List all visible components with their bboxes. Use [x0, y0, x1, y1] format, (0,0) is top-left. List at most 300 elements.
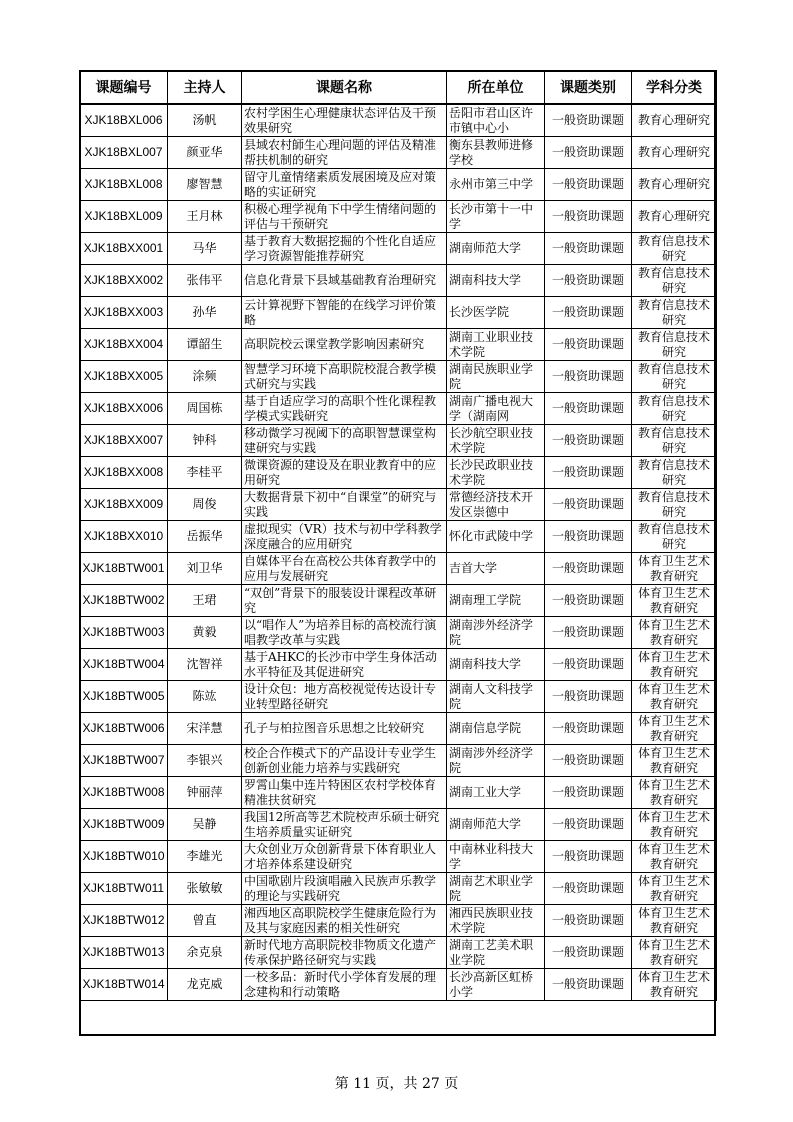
unit-name: 湖南科技大学: [449, 273, 522, 287]
table-row: [80, 937, 717, 969]
unit-name: 常德经济技术开发区崇德中: [449, 489, 534, 519]
subject-field-cell: [632, 777, 717, 809]
project-title-cell: [242, 521, 447, 553]
subject-field-cell: [632, 137, 717, 169]
subject-field-cell: [632, 809, 717, 841]
unit-name-cell: [447, 713, 545, 745]
table-row: [80, 233, 717, 265]
project-type: 一般资助课题: [551, 465, 624, 479]
project-type-cell: [545, 329, 632, 361]
subject-field-cell: [632, 297, 717, 329]
project-title: 农村学困生心理健康状态评估及干预效果研究: [244, 105, 437, 135]
subject-field: 体育卫生艺术教育研究: [637, 713, 710, 743]
project-type-cell: [545, 265, 632, 297]
unit-name-cell: [447, 553, 545, 585]
project-title-cell: [242, 713, 447, 745]
subject-field: 教育信息技术研究: [637, 361, 710, 391]
table-row: [80, 617, 717, 649]
project-title: 留守儿童情绪素质发展困境及应对策略的实证研究: [244, 169, 437, 199]
project-code: XJK18BXL009: [84, 209, 163, 223]
subject-field-cell: [632, 265, 717, 297]
host-name-cell: [168, 457, 242, 489]
unit-name: 长沙民政职业技术学院: [449, 457, 534, 487]
project-type-cell: [545, 361, 632, 393]
project-code-cell: [80, 521, 168, 553]
project-type: 一般资助课题: [551, 753, 624, 767]
subject-field-cell: [632, 521, 717, 553]
project-type-cell: [545, 713, 632, 745]
project-code: XJK18BTW009: [82, 817, 165, 831]
table-row: [80, 201, 717, 233]
project-title-cell: [242, 617, 447, 649]
subject-field: 教育信息技术研究: [637, 425, 710, 455]
subject-field: 体育卫生艺术教育研究: [637, 777, 710, 807]
project-title-cell: [242, 457, 447, 489]
host-name-cell: [168, 841, 242, 873]
table-row: [80, 393, 717, 425]
project-title: 高职院校云课堂教学影响因素研究: [244, 337, 425, 351]
project-title: 孔子与柏拉图音乐思想之比较研究: [244, 721, 425, 735]
table-row: [80, 489, 717, 521]
project-code-cell: [80, 841, 168, 873]
unit-name-cell: [447, 937, 545, 969]
host-name: 王月林: [186, 209, 223, 223]
table-row: [80, 137, 717, 169]
host-name: 李雄光: [186, 849, 223, 863]
host-name-cell: [168, 297, 242, 329]
host-name-cell: [168, 713, 242, 745]
subject-field-cell: [632, 233, 717, 265]
project-code: XJK18BXX005: [83, 369, 164, 383]
project-title: 中国歌剧片段演唱融入民族声乐教学的理论与实践研究: [244, 873, 437, 903]
project-title: 新时代地方高职院校非物质文化遗产传承保护路径研究与实践: [244, 937, 437, 967]
unit-name-cell: [447, 233, 545, 265]
unit-name-cell: [447, 777, 545, 809]
subject-field: 教育信息技术研究: [637, 233, 710, 263]
project-title-cell: [242, 297, 447, 329]
host-name-cell: [168, 137, 242, 169]
project-type-cell: [545, 745, 632, 777]
subject-field: 教育信息技术研究: [637, 265, 710, 295]
project-title-cell: [242, 265, 447, 297]
project-code: XJK18BXX003: [83, 305, 164, 319]
project-type-cell: [545, 617, 632, 649]
host-name: 王珺: [192, 593, 217, 607]
project-type: 一般资助课题: [551, 721, 624, 735]
subject-field: 体育卫生艺术教育研究: [637, 745, 710, 775]
unit-name: 长沙高新区虹桥小学: [449, 969, 534, 999]
unit-name: 衡东县教师进修学校: [449, 137, 534, 167]
unit-name: 湖南民族职业学院: [449, 361, 534, 391]
host-name-cell: [168, 905, 242, 937]
project-code-cell: [80, 169, 168, 201]
host-name: 张敏敏: [186, 881, 223, 895]
project-title: 智慧学习环境下高职院校混合教学模式研究与实践: [244, 361, 437, 391]
host-name-cell: [168, 329, 242, 361]
project-type: 一般资助课题: [551, 657, 624, 671]
project-code: XJK18BTW012: [82, 913, 165, 927]
unit-name: 湖南涉外经济学院: [449, 745, 534, 775]
unit-name: 长沙市第十一中学: [449, 201, 534, 231]
project-title: 移动微学习视阈下的高职智慧课堂构建研究与实践: [244, 425, 437, 455]
project-type-cell: [545, 233, 632, 265]
unit-name-cell: [447, 425, 545, 457]
project-title-cell: [242, 745, 447, 777]
project-code: XJK18BXX002: [83, 273, 164, 287]
project-code-cell: [80, 137, 168, 169]
project-code-cell: [80, 905, 168, 937]
project-code-cell: [80, 777, 168, 809]
unit-name: 长沙医学院: [449, 305, 510, 319]
project-type: 一般资助课题: [551, 305, 624, 319]
project-title: 罗霄山集中连片特困区农村学校体育精准扶贫研究: [244, 777, 437, 807]
unit-name-cell: [447, 201, 545, 233]
project-type: 一般资助课题: [551, 497, 624, 511]
project-title: 基于教育大数据挖掘的个性化自适应学习资源智能推荐研究: [244, 233, 437, 263]
project-title-cell: [242, 777, 447, 809]
project-code: XJK18BXX006: [83, 401, 164, 415]
project-code-cell: [80, 745, 168, 777]
unit-name: 怀化市武陵中学: [449, 529, 534, 543]
project-code-cell: [80, 553, 168, 585]
subject-field-cell: [632, 457, 717, 489]
project-title-cell: [242, 329, 447, 361]
project-title: 县域农村師生心理问题的评估及精准帮扶机制的研究: [244, 137, 437, 167]
host-name: 孙华: [192, 305, 217, 319]
project-type-cell: [545, 873, 632, 905]
host-name: 涂频: [192, 369, 217, 383]
host-name-cell: [168, 649, 242, 681]
project-type: 一般资助课题: [551, 529, 624, 543]
project-type-cell: [545, 809, 632, 841]
host-name-cell: [168, 361, 242, 393]
header-type: 课题类别: [545, 71, 632, 105]
project-type-cell: [545, 489, 632, 521]
header-field: 学科分类: [632, 71, 717, 105]
unit-name-cell: [447, 969, 545, 1001]
project-code: XJK18BTW011: [82, 881, 165, 895]
project-code-cell: [80, 457, 168, 489]
subject-field: 体育卫生艺术教育研究: [637, 681, 710, 711]
host-name: 谭韶生: [186, 337, 223, 351]
project-code: XJK18BTW008: [82, 785, 165, 799]
project-title: “双创”背景下的服装设计课程改革研究: [244, 585, 437, 615]
project-type: 一般资助课题: [551, 593, 624, 607]
unit-name-cell: [447, 457, 545, 489]
project-title-cell: [242, 841, 447, 873]
subject-field-cell: [632, 489, 717, 521]
project-title-cell: [242, 585, 447, 617]
unit-name-cell: [447, 169, 545, 201]
host-name-cell: [168, 585, 242, 617]
project-type: 一般资助课题: [551, 881, 624, 895]
project-type-cell: [545, 841, 632, 873]
table-row: [80, 361, 717, 393]
project-title: 虚拟现实（VR）技术与初中学科教学深度融合的应用研究: [244, 521, 442, 551]
project-code: XJK18BXX001: [83, 241, 164, 255]
project-title-cell: [242, 809, 447, 841]
project-type: 一般资助课题: [551, 241, 624, 255]
table-row: [80, 681, 717, 713]
project-type-cell: [545, 649, 632, 681]
table-row: [80, 297, 717, 329]
host-name-cell: [168, 809, 242, 841]
project-type: 一般资助课题: [551, 849, 624, 863]
host-name: 余克泉: [186, 945, 223, 959]
unit-name: 湖南工业职业技术学院: [449, 329, 534, 359]
unit-name: 湖南师范大学: [449, 817, 522, 831]
host-name: 吴静: [192, 817, 217, 831]
unit-name-cell: [447, 297, 545, 329]
project-code: XJK18BTW005: [82, 689, 165, 703]
project-code: XJK18BTW014: [82, 977, 165, 991]
project-code-cell: [80, 809, 168, 841]
project-title: 微课资源的建设及在职业教育中的应用研究: [244, 457, 437, 487]
project-type: 一般资助课题: [551, 337, 624, 351]
subject-field: 体育卫生艺术教育研究: [637, 841, 710, 871]
host-name: 沈智祥: [186, 657, 223, 671]
subject-field: 体育卫生艺术教育研究: [637, 617, 710, 647]
unit-name-cell: [447, 681, 545, 713]
project-title-cell: [242, 489, 447, 521]
project-title: 湘西地区高职院校学生健康危险行为及其与家庭因素的相关性研究: [244, 905, 437, 935]
unit-name: 湖南工业大学: [449, 785, 522, 799]
host-name: 黄毅: [192, 625, 217, 639]
project-code: XJK18BTW002: [82, 593, 165, 607]
project-title: 大众创业万众创新背景下体育职业人才培养体系建设研究: [244, 841, 437, 871]
subject-field-cell: [632, 201, 717, 233]
project-code: XJK18BTW001: [82, 561, 165, 575]
project-title-cell: [242, 649, 447, 681]
project-type: 一般资助课题: [551, 145, 624, 159]
project-code-cell: [80, 713, 168, 745]
host-name: 周俊: [192, 497, 217, 511]
project-code: XJK18BXX007: [83, 433, 164, 447]
project-type-cell: [545, 585, 632, 617]
host-name-cell: [168, 233, 242, 265]
project-type: 一般资助课题: [551, 817, 624, 831]
project-code: XJK18BXX008: [83, 465, 164, 479]
project-title: 基于自适应学习的高职个性化课程教学模式实践研究: [244, 393, 437, 423]
host-name-cell: [168, 937, 242, 969]
header-unit: 所在单位: [447, 71, 545, 105]
project-type-cell: [545, 169, 632, 201]
subject-field: 教育信息技术研究: [637, 457, 710, 487]
unit-name: 永州市第三中学: [449, 177, 534, 191]
unit-name: 湖南艺术职业学院: [449, 873, 534, 903]
project-title-cell: [242, 681, 447, 713]
unit-name-cell: [447, 329, 545, 361]
table-row: [80, 969, 717, 1001]
project-title-cell: [242, 873, 447, 905]
project-title: 一校多品：新时代小学体育发展的理念建构和行动策略: [244, 969, 437, 999]
unit-name-cell: [447, 649, 545, 681]
project-code-cell: [80, 425, 168, 457]
project-code-cell: [80, 265, 168, 297]
project-type-cell: [545, 681, 632, 713]
unit-name: 湖南涉外经济学院: [449, 617, 534, 647]
table-row: [80, 905, 717, 937]
table-row: [80, 329, 717, 361]
project-title-cell: [242, 969, 447, 1001]
table-row: [80, 713, 717, 745]
unit-name: 岳阳市君山区许市镇中心小: [449, 105, 534, 135]
host-name-cell: [168, 489, 242, 521]
unit-name: 湖南科技大学: [449, 657, 522, 671]
host-name-cell: [168, 104, 242, 137]
subject-field: 教育信息技术研究: [637, 521, 710, 551]
unit-name-cell: [447, 617, 545, 649]
unit-name: 湖南人文科技学院: [449, 681, 534, 711]
project-type: 一般资助课题: [551, 689, 624, 703]
subject-field: 体育卫生艺术教育研究: [637, 969, 710, 999]
subject-field-cell: [632, 585, 717, 617]
host-name: 张伟平: [186, 273, 223, 287]
project-type: 一般资助课题: [551, 977, 624, 991]
unit-name-cell: [447, 745, 545, 777]
project-title-cell: [242, 137, 447, 169]
table-header-row: [80, 71, 717, 105]
project-title-cell: [242, 201, 447, 233]
unit-name-cell: [447, 841, 545, 873]
subject-field-cell: [632, 905, 717, 937]
unit-name-cell: [447, 265, 545, 297]
table-row: [80, 745, 717, 777]
project-type-cell: [545, 777, 632, 809]
project-title-cell: [242, 937, 447, 969]
project-code: XJK18BXL006: [84, 113, 163, 127]
unit-name: 湖南广播电视大学（湖南网: [449, 393, 534, 423]
host-name: 周国栋: [186, 401, 223, 415]
unit-name-cell: [447, 393, 545, 425]
unit-name-cell: [447, 104, 545, 137]
project-type-cell: [545, 553, 632, 585]
subject-field-cell: [632, 425, 717, 457]
subject-field: 体育卫生艺术教育研究: [637, 553, 710, 583]
project-type-cell: [545, 457, 632, 489]
project-type-cell: [545, 201, 632, 233]
project-type: 一般资助课题: [551, 177, 624, 191]
project-code-cell: [80, 585, 168, 617]
subject-field-cell: [632, 873, 717, 905]
header-code: 课题编号: [80, 71, 168, 105]
subject-field-cell: [632, 169, 717, 201]
subject-field-cell: [632, 841, 717, 873]
header-title: 课题名称: [242, 71, 447, 105]
subject-field: 体育卫生艺术教育研究: [637, 649, 710, 679]
project-title: 信息化背景下县域基础教育治理研究: [244, 273, 437, 287]
project-code: XJK18BXX004: [83, 337, 164, 351]
project-code-cell: [80, 681, 168, 713]
host-name: 廖智慧: [186, 177, 223, 191]
host-name: 颜亚华: [186, 145, 223, 159]
project-code-cell: [80, 297, 168, 329]
subject-field: 体育卫生艺术教育研究: [637, 905, 710, 935]
unit-name: 吉首大学: [449, 561, 498, 575]
host-name: 钟丽萍: [186, 785, 223, 799]
page-footer: 第 11 页，共 27 页: [334, 1076, 459, 1092]
host-name-cell: [168, 553, 242, 585]
host-name: 陈竑: [192, 689, 217, 703]
project-title: 大数据背景下初中“自课堂”的研究与实践: [244, 489, 437, 519]
project-title-cell: [242, 361, 447, 393]
table-row: [80, 873, 717, 905]
project-type-cell: [545, 393, 632, 425]
host-name-cell: [168, 617, 242, 649]
host-name-cell: [168, 265, 242, 297]
project-code-cell: [80, 393, 168, 425]
unit-name-cell: [447, 521, 545, 553]
unit-name-cell: [447, 361, 545, 393]
table-row: [80, 425, 717, 457]
project-title: 自媒体平台在高校公共体育教学中的应用与发展研究: [244, 553, 437, 583]
project-code: XJK18BTW004: [82, 657, 165, 671]
unit-name-cell: [447, 585, 545, 617]
unit-name-cell: [447, 489, 545, 521]
project-type-cell: [545, 297, 632, 329]
project-code: XJK18BTW003: [82, 625, 165, 639]
table-row: [80, 585, 717, 617]
unit-name: 中南林业科技大学: [449, 841, 534, 871]
project-type: 一般资助课题: [551, 785, 624, 799]
table-row: [80, 649, 717, 681]
project-title: 我国12所高等艺术院校声乐硕士研究生培养质量实证研究: [244, 809, 440, 839]
host-name: 岳振华: [186, 529, 223, 543]
project-code-cell: [80, 873, 168, 905]
project-type-cell: [545, 521, 632, 553]
project-title: 设计众包：地方高校视觉传达设计专业转型路径研究: [244, 681, 437, 711]
host-name-cell: [168, 393, 242, 425]
host-name-cell: [168, 745, 242, 777]
host-name-cell: [168, 521, 242, 553]
project-code: XJK18BXL007: [84, 145, 163, 159]
project-title: 积极心理学视角下中学生情绪问题的评估与干预研究: [244, 201, 437, 231]
project-code: XJK18BTW013: [82, 945, 165, 959]
subject-field: 教育信息技术研究: [637, 329, 710, 359]
host-name-cell: [168, 681, 242, 713]
subject-field-cell: [632, 329, 717, 361]
project-code-cell: [80, 969, 168, 1001]
subject-field-cell: [632, 681, 717, 713]
unit-name: 湖南信息学院: [449, 721, 522, 735]
subject-field-cell: [632, 969, 717, 1001]
unit-name: 湖南理工学院: [449, 593, 522, 607]
subject-field: 体育卫生艺术教育研究: [637, 873, 710, 903]
project-code-cell: [80, 489, 168, 521]
unit-name: 湖南师范大学: [449, 241, 522, 255]
project-type: 一般资助课题: [551, 945, 624, 959]
project-title-cell: [242, 169, 447, 201]
subject-field: 教育信息技术研究: [637, 489, 710, 519]
table-row: [80, 553, 717, 585]
subject-field: 体育卫生艺术教育研究: [637, 809, 710, 839]
project-code: XJK18BTW007: [82, 753, 165, 767]
project-code-cell: [80, 329, 168, 361]
unit-name: 湖南工艺美术职业学院: [449, 937, 534, 967]
project-type-cell: [545, 937, 632, 969]
project-code-cell: [80, 937, 168, 969]
project-code: XJK18BTW006: [82, 721, 165, 735]
project-title-cell: [242, 233, 447, 265]
project-type: 一般资助课题: [551, 369, 624, 383]
host-name: 曾直: [192, 913, 217, 927]
unit-name-cell: [447, 809, 545, 841]
header-host: 主持人: [168, 71, 242, 105]
subject-field: 教育信息技术研究: [637, 297, 710, 327]
subject-field: 教育心理研究: [637, 145, 710, 159]
project-type-cell: [545, 104, 632, 137]
host-name: 宋洋慧: [186, 721, 223, 735]
